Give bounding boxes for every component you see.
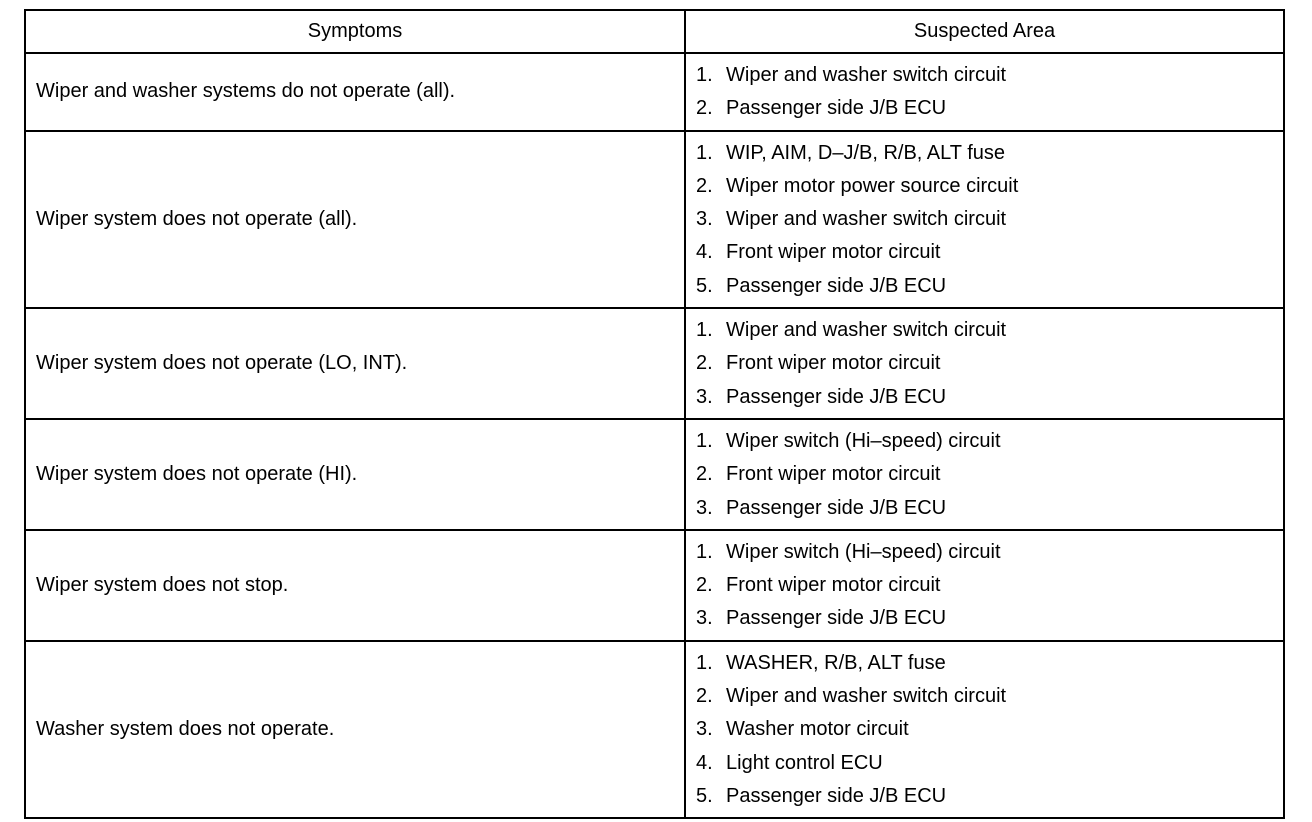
item-text: Washer motor circuit	[726, 718, 909, 741]
item-text: Wiper and washer switch circuit	[726, 685, 1007, 708]
item-number: 1.	[696, 429, 713, 452]
table-row	[25, 308, 1284, 419]
item-text: Wiper and washer switch circuit	[726, 319, 1007, 342]
suspected-area-item	[696, 429, 1283, 462]
item-number: 1.	[696, 64, 713, 86]
suspected-area-list	[696, 651, 1283, 817]
item-number: 3.	[696, 208, 713, 231]
item-number: 3.	[696, 496, 713, 519]
item-text: Wiper switch (Hi–speed) circuit	[726, 540, 1001, 563]
symptom-cell: Washer system does not operate.	[25, 641, 685, 818]
suspected-area-item	[696, 717, 1283, 750]
item-text: Light control ECU	[726, 751, 883, 774]
suspected-area-item	[696, 351, 1283, 384]
item-number: 5.	[696, 784, 713, 807]
item-number: 3.	[696, 607, 713, 630]
suspected-area-item	[696, 751, 1283, 784]
table-row	[25, 419, 1284, 530]
item-text: Passenger side J/B ECU	[726, 97, 947, 120]
table-row	[25, 530, 1284, 641]
item-text: Passenger side J/B ECU	[726, 385, 947, 408]
table-row	[25, 131, 1284, 308]
item-text: Wiper switch (Hi–speed) circuit	[726, 429, 1001, 452]
item-text: Front wiper motor circuit	[726, 352, 941, 375]
suspected-area-cell	[685, 641, 1284, 818]
table-row	[25, 53, 1284, 131]
item-number: 2.	[696, 463, 713, 486]
item-text: Front wiper motor circuit	[726, 574, 941, 597]
item-number: 2.	[696, 97, 713, 120]
item-number: 3.	[696, 385, 713, 408]
symptom-cell: Wiper system does not stop.	[25, 530, 685, 641]
item-text: WASHER, R/B, ALT fuse	[726, 651, 946, 674]
suspected-area-header: Suspected Area	[685, 10, 1284, 53]
suspected-area-item	[696, 141, 1283, 174]
item-text: Front wiper motor circuit	[726, 463, 941, 486]
item-number: 5.	[696, 274, 713, 297]
suspected-area-item	[696, 63, 1283, 96]
item-text: Passenger side J/B ECU	[726, 784, 947, 807]
symptom-cell: Wiper system does not operate (HI).	[25, 419, 685, 530]
suspected-area-list	[696, 540, 1283, 640]
table-row	[25, 641, 1284, 818]
suspected-area-item	[696, 240, 1283, 273]
item-text: Wiper and washer switch circuit	[726, 64, 1007, 86]
item-number: 1.	[696, 141, 713, 164]
suspected-area-item	[696, 606, 1283, 639]
symptoms-header: Symptoms	[25, 10, 685, 53]
item-number: 4.	[696, 751, 713, 774]
item-number: 4.	[696, 241, 713, 264]
item-number: 3.	[696, 718, 713, 741]
symptom-cell: Wiper and washer systems do not operate (all).	[25, 53, 685, 131]
table-body	[25, 53, 1284, 818]
suspected-area-cell	[685, 53, 1284, 131]
item-number: 1.	[696, 651, 713, 674]
suspected-area-cell	[685, 131, 1284, 308]
item-number: 1.	[696, 540, 713, 563]
symptom-cell: Wiper system does not operate (all).	[25, 131, 685, 308]
suspected-area-list	[696, 429, 1283, 529]
suspected-area-cell	[685, 530, 1284, 641]
suspected-area-cell	[685, 419, 1284, 530]
suspected-area-item	[696, 207, 1283, 240]
item-text: Wiper and washer switch circuit	[726, 208, 1007, 231]
suspected-area-item	[696, 385, 1283, 418]
suspected-area-item	[696, 274, 1283, 307]
item-text: Passenger side J/B ECU	[726, 274, 947, 297]
symptom-cell: Wiper system does not operate (LO, INT).	[25, 308, 685, 419]
item-text: Passenger side J/B ECU	[726, 496, 947, 519]
item-number: 2.	[696, 352, 713, 375]
suspected-area-list	[696, 318, 1283, 418]
suspected-area-item	[696, 496, 1283, 529]
table-header-row	[25, 10, 1284, 53]
suspected-area-item	[696, 573, 1283, 606]
item-text: Passenger side J/B ECU	[726, 607, 947, 630]
item-text: Front wiper motor circuit	[726, 241, 941, 264]
suspected-area-list	[696, 63, 1283, 130]
suspected-area-item	[696, 651, 1283, 684]
item-text: WIP, AIM, D–J/B, R/B, ALT fuse	[726, 141, 1005, 164]
suspected-area-item	[696, 784, 1283, 817]
suspected-area-item	[696, 318, 1283, 351]
suspected-area-item	[696, 96, 1283, 129]
suspected-area-item	[696, 462, 1283, 495]
item-number: 1.	[696, 319, 713, 342]
item-number: 2.	[696, 574, 713, 597]
item-number: 2.	[696, 685, 713, 708]
item-text: Wiper motor power source circuit	[726, 174, 1019, 197]
suspected-area-list	[696, 141, 1283, 307]
symptom-table	[24, 9, 1285, 819]
suspected-area-item	[696, 174, 1283, 207]
suspected-area-item	[696, 540, 1283, 573]
suspected-area-cell	[685, 308, 1284, 419]
suspected-area-item	[696, 684, 1283, 717]
item-number: 2.	[696, 174, 713, 197]
